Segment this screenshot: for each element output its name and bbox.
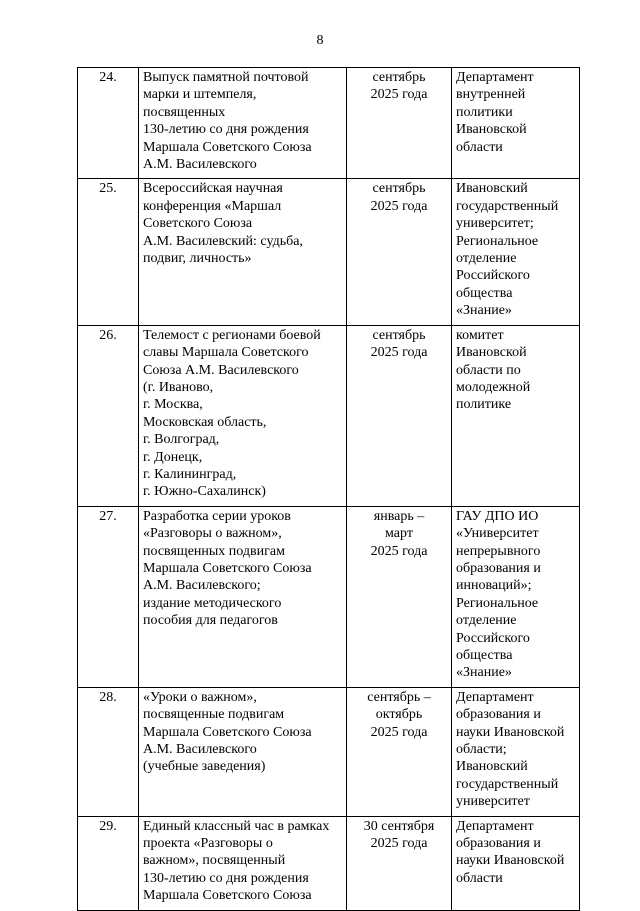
row-number: 29. [78,816,139,910]
responsible-cell-line: непрерывного [456,543,541,559]
table-row [78,687,580,816]
event-cell-line: Маршала Советского Союза [143,888,312,904]
date-cell-line: сентябрь – [367,689,431,705]
responsible-cell-line: отделение [456,613,517,629]
event-cell-line: Телемост с регионами боевой [143,327,321,343]
responsible-cell-line: университет; [456,216,534,232]
table-row [78,506,580,687]
event-cell-line: конференция «Маршал [143,198,282,214]
event-cell-line: Маршала Советского Союза [143,724,312,740]
responsible-cell-line: комитет [456,327,504,343]
date-cell [347,687,452,816]
responsible-cell-line: внутренней [456,87,526,103]
responsible-cell-line: «Знание» [456,303,512,319]
event-cell-line: г. Южно-Сахалинск) [143,484,266,500]
table-row [78,179,580,325]
event-cell-line: А.М. Василевского; [143,578,261,594]
responsible-cell-line: государственный [456,776,559,792]
event-cell [139,179,347,325]
row-number: 25. [78,179,139,325]
responsible-cell [452,687,580,816]
date-cell [347,179,452,325]
event-cell-line: проекта «Разговоры о [143,836,273,852]
responsible-cell-line: области по [456,362,521,378]
event-cell-line: издание методического [143,595,282,611]
event-cell-line: г. Калининград, [143,466,237,482]
responsible-cell-line: отделение [456,251,517,267]
responsible-cell-line: образования и [456,560,541,576]
responsible-cell-line: Российского [456,630,530,646]
responsible-cell-line: Департамент [456,689,534,705]
responsible-cell-line: образования и [456,707,541,723]
date-cell [347,325,452,506]
date-cell [347,506,452,687]
responsible-cell-line: политики [456,104,513,120]
events-table [77,67,580,911]
event-cell-line: (учебные заведения) [143,759,266,775]
date-cell-line: сентябрь [372,327,426,343]
event-cell-line: посвященных подвигам [143,543,285,559]
row-number: 26. [78,325,139,506]
event-cell-line: Выпуск памятной почтовой [143,70,309,85]
event-cell-line: (г. Иваново, [143,379,214,395]
responsible-cell-line: Региональное [456,595,539,611]
event-cell-line: Единый классный час в рамках [143,818,330,834]
date-cell [347,68,452,179]
responsible-cell-line: общества [456,285,513,301]
responsible-cell-line: науки Ивановской [456,853,565,869]
date-cell [347,816,452,910]
table-row [78,68,580,179]
responsible-cell-line: Департамент [456,818,534,834]
event-cell-line: Всероссийская научная [143,181,283,197]
date-cell-line: январь – [373,508,425,524]
row-number: 28. [78,687,139,816]
date-cell-line: 30 сентября [363,818,435,834]
event-cell-line: Маршала Советского Союза [143,139,312,155]
event-cell-line: 130-летию со дня рождения [143,122,309,138]
row-number: 27. [78,506,139,687]
responsible-cell-line: Российского [456,268,530,284]
responsible-cell-line: государственный [456,198,559,214]
responsible-cell [452,816,580,910]
event-cell-line: А.М. Василевского [143,742,257,758]
event-cell-line: посвященные подвигам [143,707,285,723]
event-cell [139,687,347,816]
responsible-cell-line: области [456,139,503,155]
responsible-cell-line: Региональное [456,233,539,249]
event-cell-line: Союза А.М. Василевского [143,362,299,378]
row-number: 24. [78,68,139,179]
page-number: 8 [316,33,324,48]
event-cell-line: 130-летию со дня рождения [143,870,309,886]
date-cell-line: 2025 года [370,345,428,361]
event-cell [139,816,347,910]
responsible-cell-line: молодежной [456,379,531,395]
responsible-cell-line: Ивановский [456,181,528,197]
responsible-cell [452,325,580,506]
event-cell-line: Маршала Советского Союза [143,560,312,576]
responsible-cell-line: области; [456,742,507,758]
event-cell-line: пособия для педагогов [143,613,278,629]
responsible-cell-line: политике [456,397,512,413]
responsible-cell [452,506,580,687]
date-cell-line: октябрь [375,707,423,723]
responsible-cell-line: Ивановской [456,122,527,138]
event-cell-line: посвященных [143,104,226,120]
responsible-cell-line: области [456,870,503,886]
responsible-cell-line: образования и [456,836,541,852]
responsible-cell-line: «Знание» [456,665,512,681]
event-cell-line: Московская область, [143,414,267,430]
date-cell-line: март [385,526,413,542]
event-cell-line: Разработка серии уроков [143,508,291,524]
event-cell-line: г. Москва, [143,397,203,413]
date-cell-line: 2025 года [370,543,428,559]
table-row [78,325,580,506]
event-cell-line: подвиг, личность» [143,251,252,267]
responsible-cell-line: общества [456,648,513,663]
responsible-cell-line: Департамент [456,70,534,85]
date-cell-line: 2025 года [370,87,428,103]
event-cell-line: «Уроки о важном», [143,689,257,705]
event-cell-line: г. Донецк, [143,449,203,465]
event-cell-line: А.М. Василевского [143,157,257,173]
date-cell-line: 2025 года [370,198,428,214]
responsible-cell [452,179,580,325]
event-cell [139,506,347,687]
date-cell-line: сентябрь [372,181,426,197]
responsible-cell-line: ГАУ ДПО ИО [456,508,539,524]
table-row [78,816,580,910]
responsible-cell-line: науки Ивановской [456,724,565,740]
responsible-cell-line: Ивановский [456,759,528,775]
event-cell-line: А.М. Василевский: судьба, [143,233,303,249]
responsible-cell-line: «Университет [456,526,539,542]
event-cell-line: «Разговоры о важном», [143,526,282,542]
event-cell-line: славы Маршала Советского [143,345,309,361]
responsible-cell-line: инноваций»; [456,578,532,594]
responsible-cell [452,68,580,179]
event-cell [139,325,347,506]
event-cell-line: г. Волгоград, [143,432,220,448]
date-cell-line: сентябрь [372,70,426,85]
event-cell-line: важном», посвященный [143,853,286,869]
event-cell-line: Советского Союза [143,216,253,232]
date-cell-line: 2025 года [370,836,428,852]
responsible-cell-line: Ивановской [456,345,527,361]
event-cell [139,68,347,179]
responsible-cell-line: университет [456,794,530,810]
date-cell-line: 2025 года [370,724,428,740]
event-cell-line: марки и штемпеля, [143,87,257,103]
